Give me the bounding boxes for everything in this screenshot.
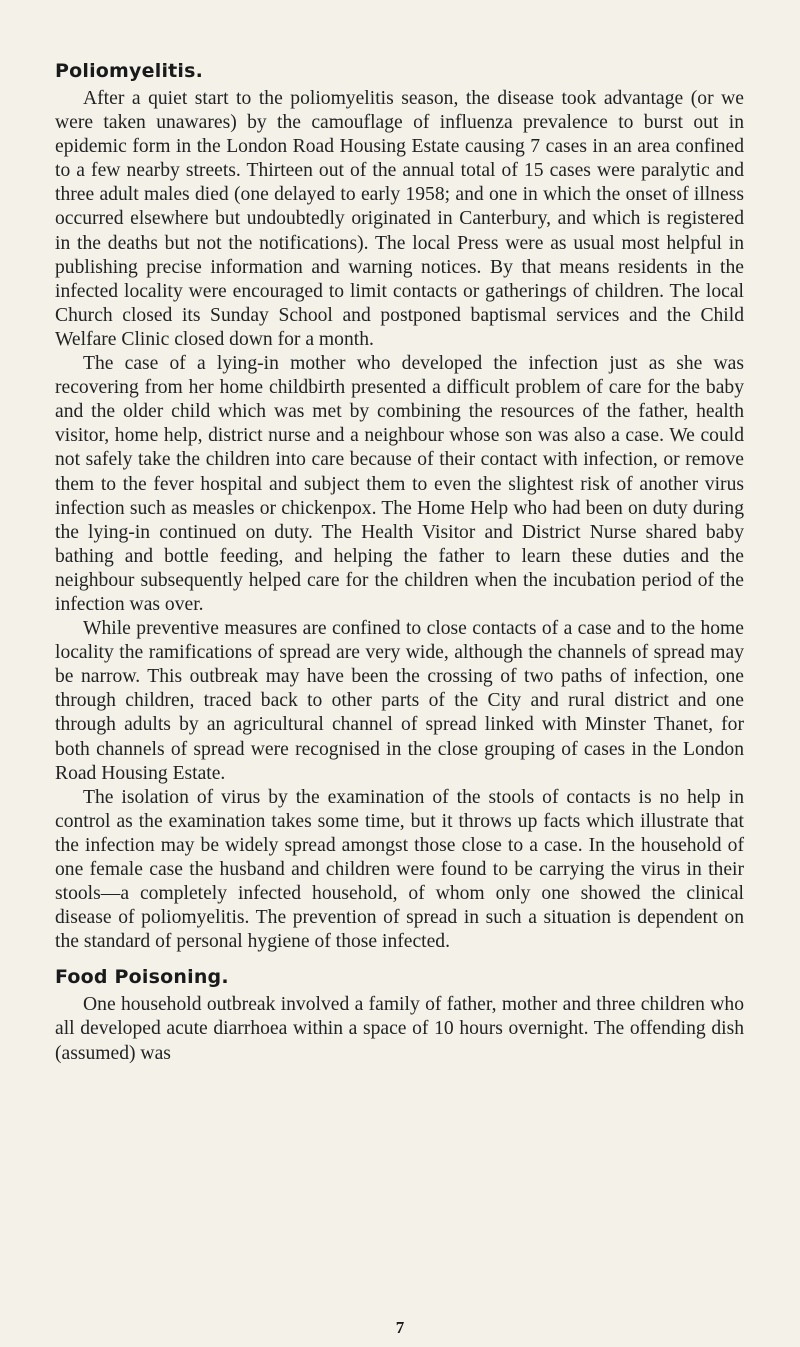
section-heading-food-poisoning: Food Poisoning.	[55, 966, 229, 989]
paragraph-household-outbreak: One household outbreak involved a family of father, mother and three children who all developed acute diarrhoea within a space of 10 hours overnight. The offending dish (assumed) was	[55, 994, 744, 1064]
paragraph-polio-outbreak: After a quiet start to the poliomyelitis season, the disease took advantage (or we were taken unawares) by the camouflage of influenza prevalence to burst out in epidemic form in the London Road Housing Estate causing 7 cases in an area confined to a few nearby streets. Thirteen out of the annual total of 15 cases were paralytic and three adult males died (one delayed to early 1958; and one in which the onset of illness occurred elsewhere but undoubtedly originated in Canterbury, and which is registered in the deaths but not the notifications). The local Press were as usual most helpful in publishing precise information and warning notices. By that means residents in the infected locality were encouraged to limit contacts or gatherings of children. The local Church closed its Sunday School and postponed baptismal services and the Child Welfare Clinic closed down for a month.	[55, 88, 744, 350]
page-number: 7	[395, 1318, 405, 1337]
paragraph-lying-in-mother: The case of a lying-in mother who developed the infection just as she was recovering from her home childbirth presented a difficult problem of care for the baby and the older child which was met by combining the resources of the father, health visitor, home help, district nurse and a neighbour whose son was also a case. We could not safely take the children into care because of their contact with infection, or remove them to the fever hospital and subject them to even the slightest risk of another virus infection such as measles or chickenpox. The Home Help who had been on duty during the lying-in continued on duty. The Health Visitor and District Nurse shared baby bathing and bottle feeding, and helping the father to learn these duties and the neighbour subsequently helped care for the children when the incubation period of the infection was over.	[55, 353, 744, 615]
section-heading-poliomyelitis: Poliomyelitis.	[55, 60, 204, 82]
paragraph-virus-isolation: The isolation of virus by the examination of the stools of contacts is no help in control as the examination takes some time, but it throws up facts which illustrate that the infection may be widely spread amongst those close to a case. In the household of one female case the husband and children were found to be carrying the virus in their stools—a completely infected household, of whom only one showed the clinical disease of poliomyelitis. The prevention of spread in such a situation is dependent on the standard of personal hygiene of those infected.	[55, 786, 744, 953]
paragraph-preventive-measures: While preventive measures are confined to close contacts of a case and to the home locality the ramifications of spread are very wide, although the channels of spread may be narrow. This outbreak may have been the crossing of two paths of infection, one through children, traced back to other parts of the City and rural district and one through adults by an agricultural channel of spread linked with Minster Thanet, for both channels of spread were recognised in the close grouping of cases in the London Road Housing Estate.	[55, 618, 744, 784]
